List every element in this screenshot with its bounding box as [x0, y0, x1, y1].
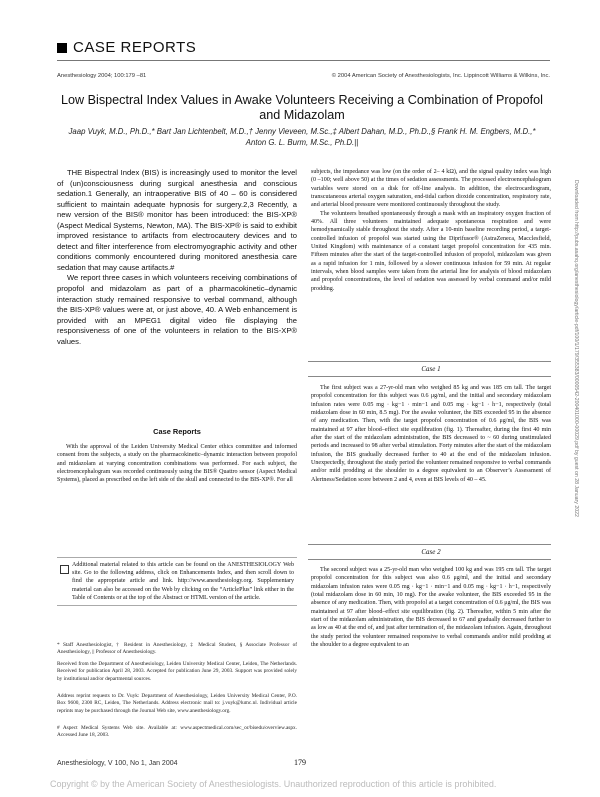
- citation-right: © 2004 American Society of Anesthesiologists, Inc. Lippincott Williams & Wilkins, Inc.: [331, 73, 550, 79]
- case1-text: [311, 384, 551, 484]
- footnote-received: Received from the Department of Anesthesiology, Leiden University Medical Center, Leiden, The Netherlands. Received for publication April 28, 2003. Accepted for publication June 29, 2003. Support was provided solely by institutional and/or departmental sources.: [57, 661, 297, 682]
- paragraph: subjects, the impedance was low (on the order of 2– 4 kΩ), and the signal quality index was high (0 –100; well above 50) at the times of sedation assessments. The processed electroencephalogram variables were stored on a disk for off-line analysis. In addition, the electrocardiogram, transcutaneous arterial oxygen saturation, end-tidal carbon dioxide concentration, respiratory rate, and arterial blood pressure were monitored continuously throughout the study.: [311, 169, 551, 209]
- case1-rule: [308, 361, 551, 362]
- paragraph: The first subject was a 27-yr-old man who weighed 85 kg and was 185 cm tall. The target propofol concentration for this subject was 0.6 μg/ml, and the initial and secondary midazolam infusion rates were 0.05 mg · kg−1 · min−1 and 0.05 mg · kg−1 · h−1, respectively (total midazolam dose in 60 min, 8.5 mg). For the awake volunteer, the BIS exceeded 95 in the absence of any medication. Then, with the target propofol concentration of 0.6 μg/ml, the BIS was maintained at 97 after blood–effect site equilibration (fig. 1). Thereafter, during the first 40 min after the start of the midazolam administration, the BIS decreased to ~ 60 during unstimulated periods and increased to 98 after verbal stimulation. Forty minutes after the start of the midazolam infusion, the BIS gradually decreased further to 40 at the end of the midazolam infusion. Unexpectedly, throughout the study period the volunteer remained responsive to verbal commands and/or mild prodding at the shoulder to a degree equivalent to an Observer’s Assessment of Alertness/Sedation score between 2 and 4, even at BIS levels of 40 – 45.: [311, 385, 551, 483]
- lede: [57, 168, 297, 347]
- journal-footer: Anesthesiology, V 100, No 1, Jan 2004: [57, 760, 178, 767]
- case2-rule: [308, 544, 551, 545]
- section-square-icon: [57, 43, 67, 53]
- page-number: 179: [294, 758, 306, 767]
- lede-paragraph: THE Bispectral Index (BIS) is increasingly used to monitor the level of (un)consciousness during surgical anesthesia and conscious sedation.1 Generally, an intraoperative BIS of 40 – 60 is considered sufficient to maintain adequate hypnosis for surgery.2,3 Recently, a new version of the BIS® monitor has been introduced: the BIS-XP® (Aspect Medical Systems, Newton, MA). The BIS-XP® is said to exhibit improved resistance to artifacts from electrocautery devices and to detect and filter interference from electromyographic activity and other conditions commonly encountered during monitored anesthesia care sedation that may cause artifacts.#: [57, 168, 297, 272]
- download-watermark: Downloaded from http://pubs.asahq.org/anesthesiology/article-pdf/100/1/179/355383/0000542-200401000-00029.pdf by guest on 28 January 2022: [573, 180, 579, 517]
- article-authors: Jaap Vuyk, M.D., Ph.D.,* Bart Jan Lichtenbelt, M.D.,† Jenny Vieveen, M.Sc.,‡ Albert Dahan, M.D., Ph.D.,§ Frank H. M. Engbers, M.D.,* Anton G. L. Burm, M.Sc., Ph.D.||: [68, 127, 536, 147]
- footnote-address: Address reprint requests to Dr. Vuyk: Department of Anesthesiology, Leiden University Medical Center, P.O. Box 9600, 2300 RC, Leiden, The Netherlands. Address electronic mail to: j.vuyk@lumc.nl. Individual article reprints may be purchased through the Journal Web site, www.anesthesiology.org.: [57, 693, 297, 714]
- case-reports-paragraph: [57, 443, 297, 485]
- footnote-affiliations: * Staff Anesthesiologist, † Resident in Anesthesiology, ‡ Medical Student, § Associate Professor of Anesthesiology, || Professor of Anesthesiology.: [57, 642, 297, 656]
- copyright-watermark: Copyright © by the American Society of Anesthesiologists. Unauthorized reproduction of this article is prohibited.: [50, 779, 497, 789]
- case-reports-heading: Case Reports: [153, 427, 201, 436]
- citation-left: Anesthesiology 2004; 100:179 –81: [57, 73, 147, 79]
- methods-text: [311, 168, 551, 293]
- case1-heading: Case 1: [421, 365, 441, 373]
- case2-text: [311, 566, 551, 649]
- case2-heading: Case 2: [421, 548, 441, 556]
- case2-rule-bottom: [308, 559, 551, 560]
- header-divider: [57, 60, 550, 61]
- paragraph: The volunteers breathed spontaneously through a mask with an inspiratory oxygen fraction of 40%. All three volunteers maintained adequate spontaneous respiration and were hemodynamically stable throughout the study. After a 10-min baseline recording period, a target-controlled infusion of propofol was started using the Diprifusor® (AstraZeneca, Macclesfield, United Kingdom) with maintenance of a constant target propofol concentration for 435 min. Fifteen minutes after the start of the target-controlled infusion of propofol, midazolam was given as a rapid infusion for 1 min, followed by a slower continuous infusion for 59 min. At regular intervals, when blood samples were taken from the arterial line for analysis of blood midazolam and propofol concentrations, the level of sedation was assessed by verbal command and/or mild prodding.: [311, 210, 551, 292]
- paragraph: With the approval of the Leiden University Medical Center ethics committee and informed consent from the subjects, a study on the pharmacokinetic–dynamic interaction between propofol and midazolam at varying concentration combinations was performed. For each subject, the electroencephalogram was recorded continuously using the BIS® Quattro sensor (Aspect Medical Systems), placed as prescribed on the left side of the skull and connected to the BIS-XP®. For all: [57, 444, 297, 484]
- footnote-web: # Aspect Medical Systems Web site. Available at: www.aspectmedical.com/sec_or/bisedu/overview.aspx. Accessed June 18, 2003.: [57, 725, 297, 739]
- supplementary-box: [57, 557, 297, 606]
- document-icon: [60, 565, 69, 574]
- paragraph: The second subject was a 25-yr-old man who weighed 100 kg and was 195 cm tall. The target propofol concentration for this subject was also 0.6 μg/ml, and the initial and secondary midazolam infusion rates were 0.05 mg · kg−1 · min−1 and 0.05 mg · kg−1 · h−1, respectively (total midazolam dose in 60 min, 10 mg). For the awake volunteer, the BIS exceeded 95 in the absence of any medication. Then, with propofol at a target concentration of 0.6 μg/ml, the BIS was maintained at 97 after blood–effect site equilibration (fig. 2). Thereafter, within 5 min after the start of the midazolam administration, the BIS decreased to 67 and gradually decreased further to as low as 40 at the end of, and just after termination of, the midazolam infusion. Again, throughout the study period the volunteer remained responsive to verbal commands and/or mild prodding at the shoulder to a degree equivalent to an: [311, 567, 551, 649]
- case1-rule-bottom: [308, 376, 551, 377]
- supplementary-text: Additional material related to this article can be found on the ANESTHESIOLOGY Web site. Go to the following address, click on Enhancements Index, and then scroll down to find the appropriate article and link. http://www.anesthesiology.org. Supplementary material can also be accessed on the Web by clicking on the “ArticlePlus” link either in the Table of Contents or at the top of the Abstract or HTML version of the article.: [72, 562, 294, 601]
- lede-paragraph: We report three cases in which volunteers receiving combinations of propofol and midazolam as part of a pharmacokinetic–dynamic interaction study remained responsive to verbal command, although the BIS-XP® values were at, or just above, 40. A Web enhancement is provided with an MPEG1 digital video file displaying the responsiveness of one of the volunteers in relation to the BIS-XP® values.: [57, 273, 297, 346]
- article-title: Low Bispectral Index Values in Awake Volunteers Receiving a Combination of Propofol and Midazolam: [61, 93, 543, 122]
- section-label: CASE REPORTS: [73, 39, 197, 56]
